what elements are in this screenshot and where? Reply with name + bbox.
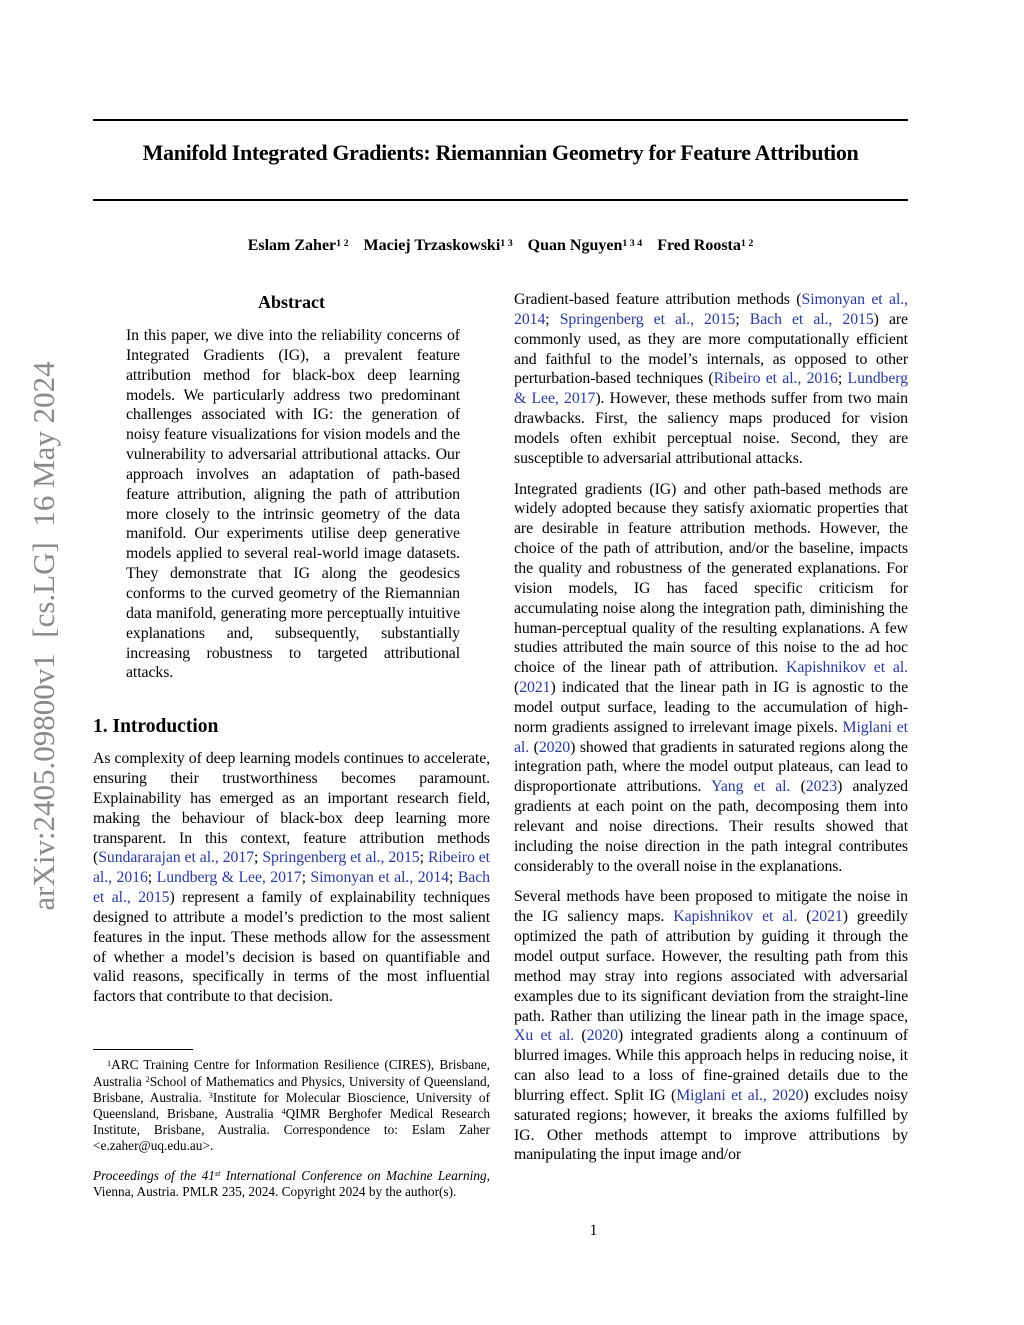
citation-link[interactable]: 2020: [538, 738, 571, 756]
citation-link[interactable]: Sundararajan et al., 2017: [98, 849, 255, 867]
citation-link[interactable]: Miglani et al., 2020: [676, 1086, 804, 1104]
text-segment: ) showed that gradients in saturated regions along the integration path, where the model output plateaus, can lead to disproportionate attributions.: [514, 738, 908, 796]
text-segment: 1 2: [740, 237, 754, 249]
text-segment: ) greedily optimized the path of attribution by guiding it through the model output surface. However, the resulting path from this method may stray into regions associated with adversarial examples due to its significant deviation from the straight-line path. Rather than utilizing the linear path in the image space,: [514, 908, 908, 1025]
text-segment: International Conference on Machine Learning: [220, 1167, 487, 1183]
footnote-block: [93, 1049, 490, 1200]
text-segment: ) analyzed gradients at each point on the path, decomposing them into relevant and noise directions. Their results showed that including the noise direction in the path integral contributes considerably to the overall noise in the explanations.: [514, 778, 909, 875]
abstract-text: In this paper, we dive into the reliability concerns of Integrated Gradients (IG), a prevalent feature attribution method for black-box deep learning models. We particularly address two predominant challenges associated with IG: the generation of noisy feature visualizations for vision models and the vulnerability to adversarial attributional attacks. Our approach involves an adaptation of path-based feature attribution, aligning the path of attribution more closely to the intrinsic geometry of the data manifold. Our experiments utilise deep generative models applied to several real-world image datasets. They demonstrate that IG along the geodesics conforms to the curved geometry of the Riemannian data manifold, generating more perceptually intuitive explanations and, subsequently, substantially increasing robustness to targeted attributional attacks.: [126, 327, 460, 682]
citation-link[interactable]: Ribeiro et al., 2016: [713, 370, 838, 388]
footnote-rule: [93, 1049, 193, 1050]
citation-link[interactable]: Yang et al.: [711, 778, 791, 796]
citation-link[interactable]: Bach et al., 2015: [749, 310, 874, 328]
text-segment: ARC Training Centre for Information Resilience (CIRES), Brisbane, Australia: [93, 1057, 490, 1089]
citation-link[interactable]: Lundberg & Lee, 2017: [156, 869, 302, 887]
body-paragraph: [514, 887, 908, 1165]
text-segment: (: [514, 679, 520, 697]
text-segment: (: [574, 1027, 587, 1045]
citation-link[interactable]: Bach et al., 2015: [93, 869, 490, 907]
text-segment: ) represent a family of explainability techniques designed to attribute a model’s prediction to the most salient features in the input. These methods allow for the assessment of whether a model’s decision is based on quantifiable and valid reasons, specifically in terms of the most influential factors that contribute to that decision.: [93, 889, 491, 1006]
text-segment: 1 3 4: [622, 237, 643, 249]
text-segment: Eslam Zaher: [247, 237, 337, 254]
text-segment: ;: [419, 849, 428, 867]
introduction-paragraph: [93, 749, 490, 1007]
text-segment: , Vienna, Austria. PMLR 235, 2024. Copyright 2024 by the author(s).: [93, 1167, 490, 1199]
citation-link[interactable]: Kapishnikov et al.: [786, 659, 908, 677]
text-segment: ) integrated gradients along a continuum of blurred images. While this approach helps in reducing noise, it can also lead to a loss of fine-grained details due to the blurring effect. Split IG (: [514, 1027, 908, 1104]
text-segment: Fred Roosta: [657, 237, 741, 254]
text-segment: As complexity of deep learning models continues to accelerate, ensuring their trustworthiness becomes paramount. Explainability has emerged as an important research field, making the behaviour of black-box deep learning more transparent. In this context, feature attribution methods (: [93, 750, 490, 867]
citation-link[interactable]: Springenberg et al., 2015: [262, 849, 420, 867]
paper-title: Manifold Integrated Gradients: Riemannian Geometry for Feature Attribution: [142, 140, 859, 165]
citation-link[interactable]: 2021: [811, 908, 843, 926]
text-segment: ;: [301, 869, 311, 887]
text-segment: Maciej Trzaskowski: [363, 237, 501, 254]
citation-link[interactable]: Lundberg & Lee, 2017: [514, 370, 908, 408]
citation-link[interactable]: Miglani et al.: [514, 718, 908, 756]
text-segment: (: [790, 778, 806, 796]
text-segment: ;: [254, 849, 263, 867]
text-segment: QIMR Berghofer Medical Research Institute, Brisbane, Australia. Correspondence to: Eslam Zaher <e.zaher@uq.edu.au>.: [93, 1105, 491, 1154]
citation-link[interactable]: Kapishnikov et al.: [673, 908, 798, 926]
title-rule-top: [93, 119, 908, 121]
citation-link[interactable]: 2023: [805, 778, 838, 796]
text-segment: (: [797, 908, 812, 926]
text-segment: Gradient-based feature attribution methods (: [514, 291, 802, 308]
left-column: [93, 290, 490, 1202]
arxiv-watermark: arXiv:2405.09800v1 [cs.LG] 16 May 2024: [26, 361, 61, 911]
text-segment: ;: [837, 370, 848, 388]
author-list: [93, 237, 908, 255]
text-segment: School of Mathematics and Physics, University of Queensland, Brisbane, Australia.: [93, 1073, 490, 1105]
text-segment: ;: [448, 869, 458, 887]
proceedings-notice: [93, 1168, 490, 1200]
title-rule-bottom: [93, 199, 908, 201]
page-number: 1: [589, 1222, 598, 1239]
text-segment: Integrated gradients (IG) and other path-based methods are widely adopted because they satisfy axiomatic properties that are desirable in feature attribution methods. However, the choice of the path of attribution, and/or the baseline, impacts the quality and robustness of the generated explanations. For vision models, IG has faced specific criticism for accumulating noise along the integration path, diminishing the human-perceptual quality of the resulting explanations. A few studies attributed the main source of this noise to the ad hoc choice of the linear path of attribution.: [514, 480, 908, 677]
citation-link[interactable]: Ribeiro et al., 2016: [93, 849, 490, 887]
affiliation-footnote: [93, 1057, 490, 1154]
text-segment: ;: [735, 310, 750, 328]
two-column-body: [93, 290, 908, 1202]
text-segment: ;: [545, 310, 560, 328]
text-segment: Proceedings of the 41: [93, 1167, 215, 1183]
citation-link[interactable]: Springenberg et al., 2015: [559, 310, 736, 328]
text-segment: Several methods have been proposed to mitigate the noise in the IG saliency maps.: [514, 888, 908, 926]
text-segment: 2: [145, 1074, 150, 1084]
text-segment: ). However, these methods suffer from two main drawbacks. First, the saliency maps produced for vision models often exhibit perceptual noise. Second, they are susceptible to adversarial attributional attacks.: [514, 390, 908, 467]
text-segment: 4: [281, 1107, 286, 1117]
body-paragraph: [514, 290, 908, 469]
body-paragraph: [514, 480, 908, 877]
abstract-heading: Abstract: [258, 292, 325, 312]
citation-link[interactable]: 2020: [586, 1027, 618, 1045]
text-segment: ) indicated that the linear path in IG is agnostic to the model output surface, leading to the accumulation of high-norm gradients assigned to irrelevant image pixels.: [514, 679, 908, 736]
text-segment: ) excludes noisy saturated regions; however, it breaks the axioms fulfilled by IG. Other methods attempt to improve attributions by manipulating the input image and/or: [514, 1086, 909, 1164]
citation-link[interactable]: 2021: [519, 679, 551, 697]
text-segment: st: [214, 1168, 221, 1178]
text-segment: 1: [107, 1058, 112, 1068]
text-segment: ;: [147, 869, 157, 887]
section-heading-introduction: 1. Introduction: [93, 716, 219, 738]
citation-link[interactable]: Simonyan et al., 2014: [310, 869, 449, 887]
text-segment: ) are commonly used, as they are more computationally efficient and faithful to the model’s internals, as opposed to other perturbation-based techniques (: [514, 310, 908, 388]
citation-link[interactable]: Simonyan et al., 2014: [514, 291, 908, 328]
text-segment: 1 2: [336, 237, 349, 249]
citation-link[interactable]: Xu et al.: [514, 1027, 575, 1045]
text-segment: Quan Nguyen: [527, 237, 623, 254]
text-segment: (: [529, 738, 539, 756]
text-segment: 3: [208, 1091, 213, 1101]
right-column: [514, 290, 908, 1202]
text-segment: 1 3: [500, 237, 513, 249]
text-segment: Institute for Molecular Bioscience, University of Queensland, Brisbane, Australia: [93, 1089, 491, 1121]
